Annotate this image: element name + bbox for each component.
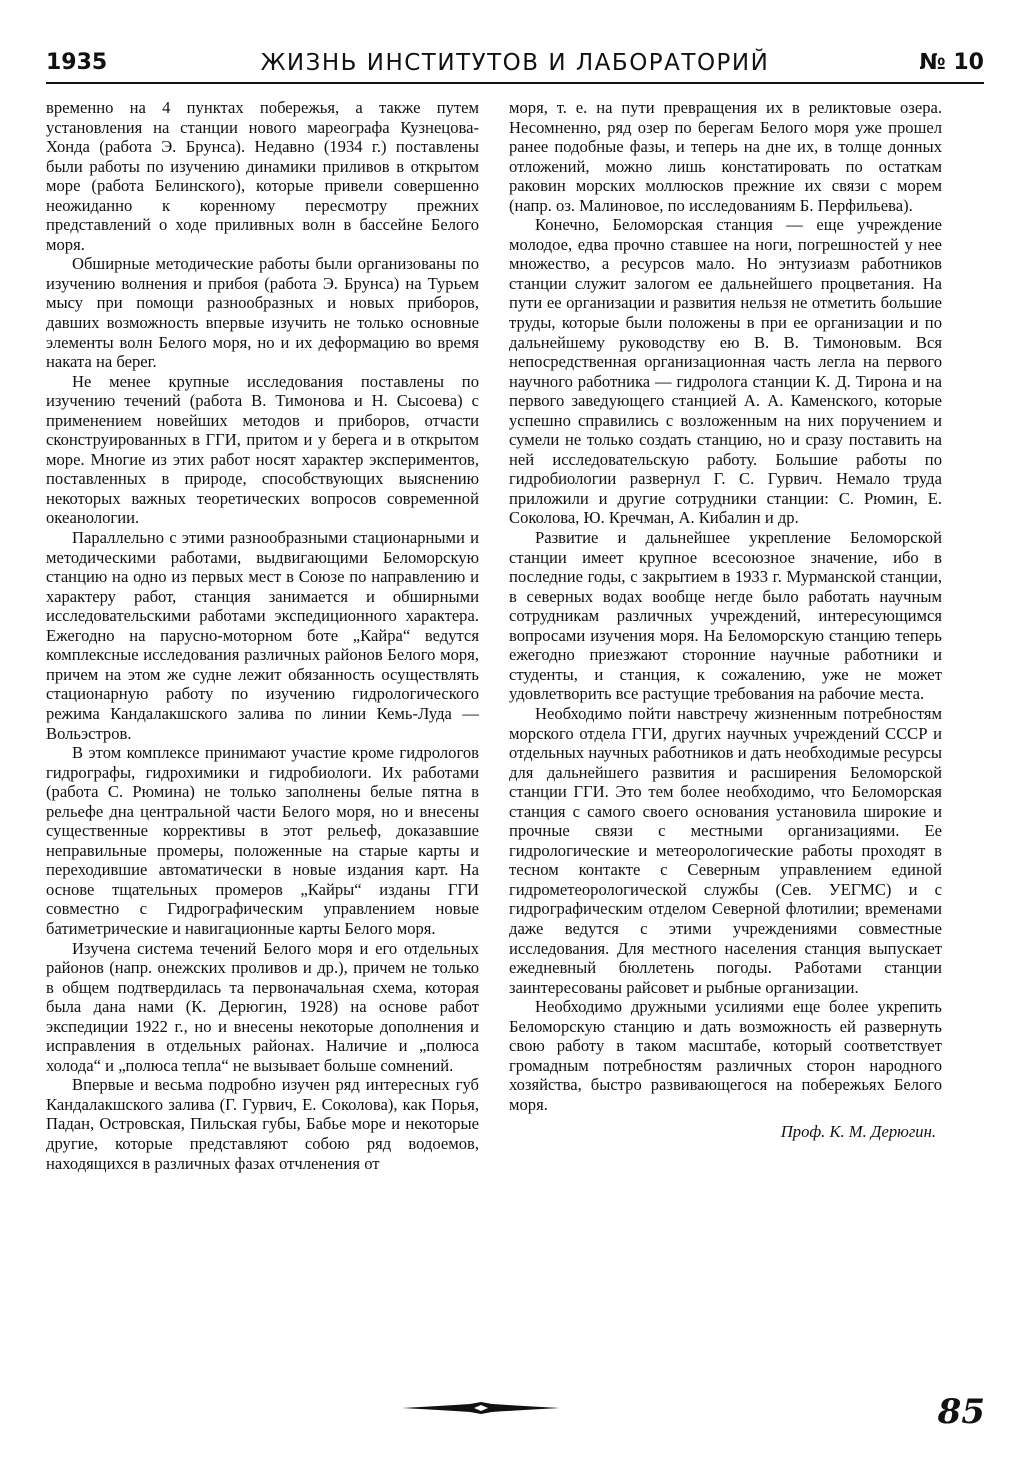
paragraph: Необходимо пойти навстречу жизненным потребностям морского отдела ГГИ, других научных учреждений СССР и отдельных научных работников и дать необходимые ресурсы для дальнейшего развития и расширения Беломорской станции ГГИ. Это тем более необходимо, что Беломорская станция с самого своего основания установила широкие и прочные связи с местными организациями. Ее гидрологические и метеорологические работы проходят в тесном контакте с Северным управлением единой гидрометеорологической службы (Сев. УЕГМС) и с гидрографическим отделом Северной флотилии; временами даже ведутся с этими учреждениями совместные исследования. Для местного населения станция выпускает ежедневный бюллетень погоды. Работами станции заинтересованы райсовет и рыбные организации. xyxy=(509,703,942,997)
left-column xyxy=(46,98,479,1173)
ornament-divider-icon xyxy=(400,1400,562,1416)
paragraph: Конечно, Беломорская станция — еще учреждение молодое, едва прочно ставшее на ноги, погрешностей у нее множество, а ресурсов мало. Но энтузиазм работников станции служит залогом ее дальнейшего процветания. На пути ее организации и развития нельзя не отметить большие труды, которые были положены в при ее организации и по дальнейшему руководству ею В. В. Тимоновым. Вся непосредственная организационная часть легла на первого научного работника — гидролога станции К. Д. Тирона и на первого заведующего станцией А. А. Каменского, которые успешно справились с возложенным на них поручением и сумели не только создать станцию, но и сразу поставить на ней исследовательскую работу. Большие работы по гидробиологии развернул Г. С. Гурвич. Немало труда приложили и другие сотрудники станции: С. Рюмин, Е. Соколова, Ю. Кречман, А. Кибалин и др. xyxy=(509,215,942,528)
paragraph: Изучена система течений Белого моря и его отдельных районов (напр. онежских проливов и др.), причем не только в общем подтвердилась та первоначальная схема, которая была дана нами (К. Дерюгин, 1928) на основе работ экспедиции 1922 г., но и внесены некоторые дополнения и исправления в отдельных районах. Наличие и „полюса холода“ и „полюса тепла“ не вызывает больше сомнений. xyxy=(46,938,479,1075)
paragraph: Развитие и дальнейшее укрепление Беломорской станции имеет крупное всесоюзное значение, ибо в последние годы, с закрытием в 1933 г. Мурманской станции, в северных водах вообще негде было работать научным сотрудникам различных учреждений, интересующимся вопросами изучения моря. На Беломорскую станцию теперь ежегодно приезжают сторонние научные работники и студенты, и станция, к сожалению, уже не может удовлетворить все растущие требования на рабочие места. xyxy=(509,528,942,704)
paragraph: временно на 4 пунктах побережья, а также путем установления на станции нового мареографа Кузнецова-Хонда (работа Э. Брунса). Недавно (1934 г.) поставлены были работы по изучению динамики приливов в открытом море (работа Белинского), которые привели совершенно неожиданно к коренному пересмотру прежних представлений о ходе приливных волн в бассейне Белого моря. xyxy=(46,98,479,254)
page-number: 85 xyxy=(937,1392,985,1432)
paragraph: Параллельно с этими разнообразными стационарными и методическими работами, выдвигающими Беломорскую станцию на одно из первых мест в Союзе по направлению и характеру работ, станция занимается и обширными исследовательскими работами экспедиционного характера. Ежегодно на парусно-моторном боте „Кайра“ ведутся комплексные исследования различных районов Белого моря, причем на этом же судне лежит обязанность осуществлять стационарную работу по изучению гидрологического режима Кандалакшского залива по линии Кемь-Луда — Вольэстров. xyxy=(46,528,479,743)
header-title: ЖИЗНЬ ИНСТИТУТОВ И ЛАБОРАТОРИЙ xyxy=(260,50,770,76)
paragraph: Обширные методические работы были организованы по изучению волнения и прибоя (работа Э. Брунса) на Турьем мысу при помощи разнообразных и новых приборов, давших возможность впервые изучить не только основные элементы волн Белого моря, но и их деформацию во время наката на берег. xyxy=(46,254,479,372)
running-header xyxy=(46,50,984,82)
header-year: 1935 xyxy=(46,50,108,75)
paragraph: Необходимо дружными усилиями еще более укрепить Беломорскую станцию и дать возможность ей развернуть свою работу в таком масштабе, который соответствует громадным потребностям различных сторон народного хозяйства, быстро развивающегося на побережьях Белого моря. xyxy=(509,997,942,1114)
right-column xyxy=(509,98,942,1142)
header-issue-number: № 10 xyxy=(919,50,984,75)
paragraph: В этом комплексе принимают участие кроме гидрологов гидрографы, гидрохимики и гидробиологи. Их работами (работа С. Рюмина) не только заполнены белые пятна в рельефе дна центральной части Белого моря, но и внесены существенные коррективы в этот рельеф, доказавшие неправильные промеры, положенные на старые карты и переходившие автоматически в новые издания карт. На основе тщательных промеров „Кайры“ изданы ГГИ совместно с Гидрографическим управлением новые батиметрические и навигационные карты Белого моря. xyxy=(46,743,479,938)
header-rule xyxy=(46,82,984,84)
paragraph: Не менее крупные исследования поставлены по изучению течений (работа В. Тимонова и Н. Сысоева) с применением новейших методов и приборов, отчасти сконструированных в ГГИ, притом и у берега и в открытом море. Многие из этих работ носят характер экспериментов, поставленных в природе, способствующих выяснению некоторых важных теоретических вопросов современной океанологии. xyxy=(46,371,479,528)
paragraph: Впервые и весьма подробно изучен ряд интересных губ Кандалакшского залива (Г. Гурвич, Е. Соколова), как Порья, Падан, Островская, Пильская губы, Бабье море и некоторые другие, которые представляют собою ряд водоемов, находящихся в различных фазах отчленения от xyxy=(46,1075,479,1173)
paragraph: моря, т. е. на пути превращения их в реликтовые озера. Несомненно, ряд озер по берегам Белого моря уже прошел ранее подобные фазы, и теперь на дне их, в толще донных отложений, можно лишь констатировать по остаткам раковин морских моллюсков прежние их связи с морем (напр. оз. Малиновое, по исследованиям Б. Перфильева). xyxy=(509,98,942,215)
author-signature: Проф. К. М. Дерюгин. xyxy=(780,1122,936,1142)
